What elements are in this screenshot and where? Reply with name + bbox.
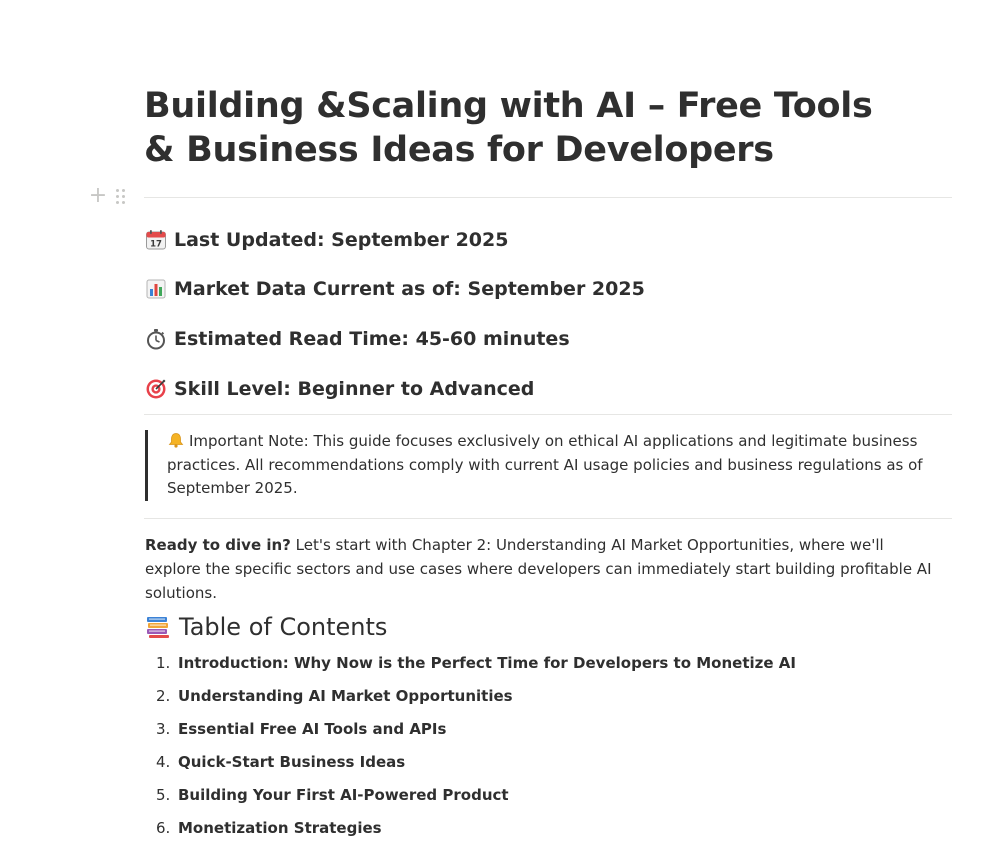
toc-item[interactable] xyxy=(144,778,796,811)
svg-text:17: 17 xyxy=(150,239,162,250)
note-text: Important Note: This guide focuses exclusively on ethical AI applications and legitimate business practices. All recommendations comply with current AI usage policies and business regulations as of September 2025. xyxy=(167,432,923,497)
divider xyxy=(144,197,952,198)
important-note-quote[interactable] xyxy=(145,430,957,501)
page-title[interactable]: Building &Scaling with AI – Free Tools & Business Ideas for Developers xyxy=(144,86,873,170)
toc-item-number: 3. xyxy=(156,719,171,738)
toc-heading[interactable] xyxy=(145,610,387,644)
stopwatch-icon xyxy=(145,328,167,350)
toc-item[interactable] xyxy=(144,811,796,844)
toc-item[interactable] xyxy=(144,646,796,679)
toc-item-number: 5. xyxy=(156,785,171,804)
toc-item[interactable] xyxy=(144,679,796,712)
last-updated-line[interactable] xyxy=(145,225,508,255)
toc-item-label: Essential Free AI Tools and APIs xyxy=(178,719,447,738)
meta-text: Skill Level: Beginner to Advanced xyxy=(174,378,535,400)
intro-paragraph[interactable] xyxy=(145,533,935,605)
toc-item[interactable] xyxy=(144,712,796,745)
drag-handle-icon[interactable] xyxy=(114,186,127,207)
calendar-icon xyxy=(145,229,167,251)
block-handle xyxy=(88,184,127,208)
divider xyxy=(144,518,952,519)
intro-text: Let's start with Chapter 2: Understanding AI Market Opportunities, where we'll explore the specific sectors and use cases where developers can immediately start building profitable AI solutions. xyxy=(145,536,932,602)
bell-icon xyxy=(167,432,185,448)
toc-item-label: Understanding AI Market Opportunities xyxy=(178,686,513,705)
meta-text: Last Updated: September 2025 xyxy=(174,229,509,251)
toc-item-number: 4. xyxy=(156,752,171,771)
toc-item-number: 1. xyxy=(156,653,171,672)
add-block-icon[interactable]: + xyxy=(88,183,108,208)
toc-item-label: Introduction: Why Now is the Perfect Time for Developers to Monetize AI xyxy=(178,653,796,672)
toc-item[interactable] xyxy=(144,745,796,778)
divider xyxy=(144,414,952,415)
toc-item-label: Building Your First AI-Powered Product xyxy=(178,785,509,804)
read-time-line[interactable] xyxy=(145,324,570,354)
meta-text: Estimated Read Time: 45-60 minutes xyxy=(174,328,570,350)
toc-item-label: Quick-Start Business Ideas xyxy=(178,752,406,771)
bar-chart-icon xyxy=(145,278,167,300)
books-icon xyxy=(145,614,171,640)
market-data-line[interactable] xyxy=(145,274,645,304)
toc-item-number: 6. xyxy=(156,818,171,837)
toc-heading-text: Table of Contents xyxy=(179,613,388,641)
toc-list xyxy=(144,646,796,844)
skill-level-line[interactable] xyxy=(145,374,534,404)
meta-text: Market Data Current as of: September 2025 xyxy=(174,278,645,300)
toc-item-number: 2. xyxy=(156,686,171,705)
toc-item-label: Monetization Strategies xyxy=(178,818,382,837)
intro-bold: Ready to dive in? xyxy=(145,536,291,554)
target-icon xyxy=(145,378,167,400)
